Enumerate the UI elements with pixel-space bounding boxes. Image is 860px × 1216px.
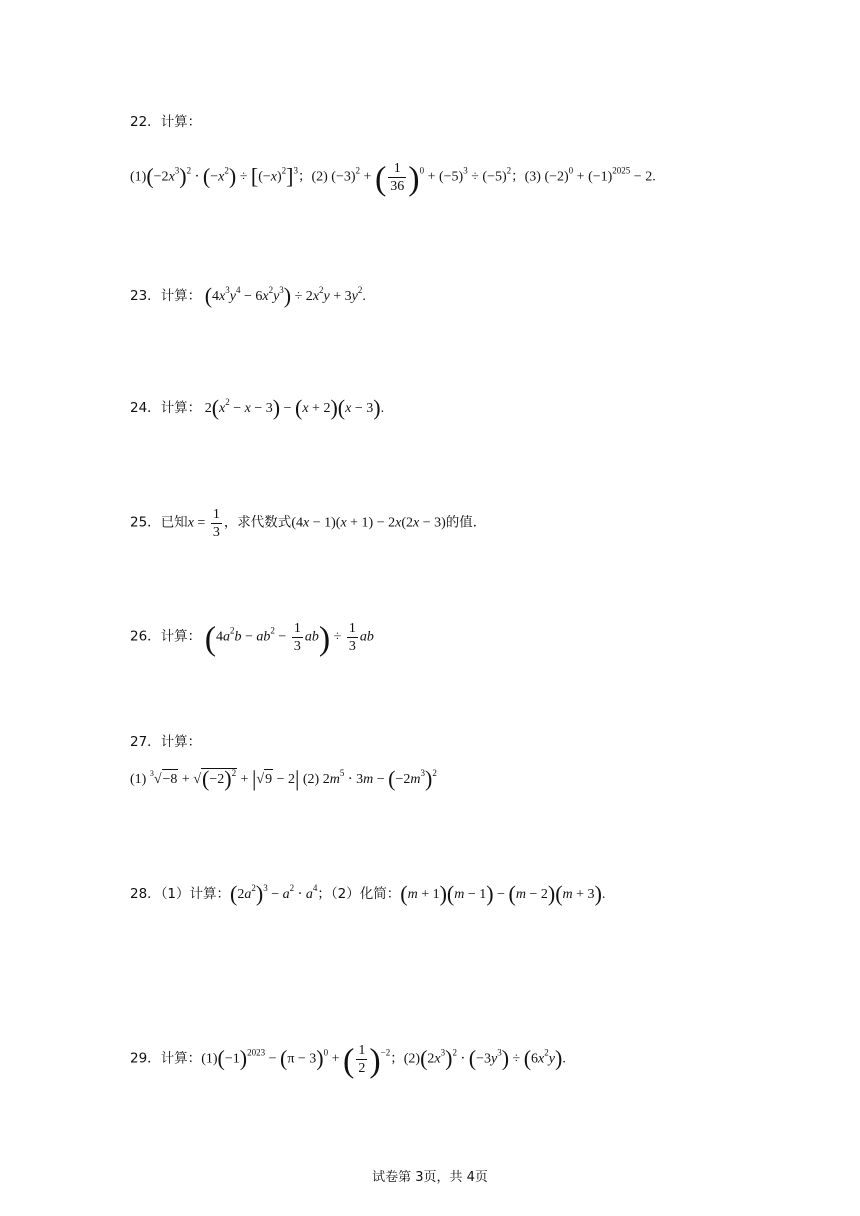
question-22-title (130, 112, 201, 133)
question-label: 计算： (160, 288, 202, 304)
question-label: 计算： (160, 400, 202, 416)
question-28: 28．（1）计算：$(2a^2)^3 - a^2 \cdot a^4$；（2）化简：(m + 1)(m − 1) − (m − 2)(m + 3). (130, 881, 606, 906)
question-number: 22． (130, 114, 161, 130)
page-footer: 试卷第 3页，共 4页 (372, 1170, 488, 1185)
question-26: 26．计算： ($4a^2b - ab^2$ − $\frac{1}{3}$ ab) ÷ $\frac{1}{3}$ ab (130, 620, 374, 658)
question-number: 24． (130, 400, 161, 416)
question-27-formula: (1) $^3√-8 + √(-2)^2 + |√9 - 2|$ (2) $2m^5 \cdot 3m - (-2m^3)^2$ (130, 766, 437, 791)
question-24: 24．计算： $2(x^2 - x - 3) - (x + 2)(x - 3)$. (130, 395, 385, 420)
question-number: 28． (130, 886, 161, 902)
question-25: 25．已知x = $\frac{1}{3}$ ，求代数式(4x − 1)(x + 1) − 2x(2x − 3)的值． (130, 507, 487, 540)
question-label: 已知 (160, 514, 188, 531)
question-number: 25． (130, 514, 161, 531)
question-label: 计算： (160, 1050, 202, 1067)
question-27-title (130, 732, 201, 753)
question-number: 27． (130, 734, 161, 750)
question-label: 计算： (160, 628, 202, 645)
question-label: （1）计算： (160, 886, 231, 902)
question-label: 计算： (160, 734, 202, 750)
question-29: 29．计算：$(1)(-1)^{2023} - (\pi - 3)^0$ + ( $\frac{1}{2}$ )$^{-2}$；$(2)(2x^3)^2 \cdot (-3y^3) \div (6x^2y)$. (130, 1042, 566, 1080)
question-label: 计算： (160, 114, 202, 130)
question-number: 26． (130, 628, 161, 645)
question-mid-text: ；（2）化简： (317, 886, 401, 902)
question-number: 23． (130, 288, 161, 304)
question-mid-text: ，求代数式 (223, 514, 292, 531)
question-tail-text: 的值． (445, 514, 487, 531)
question-23: 23．计算： $(4x^3y^4 - 6x^2y^3) \div 2x^2y + 3y^2$. (130, 283, 366, 308)
question-22-formula: $(1)(-2x^3)^2 \cdot (-x^2) \div [(-x)^2]^3$；(2) $(-3)^2$ + ( $\frac{1}{36}$ )$^0 + (-5)^3 \div (-5)^2$；(3) $(-2)^0 + (-1)^{2025} - 2$. (130, 160, 656, 198)
question-number: 29． (130, 1050, 161, 1067)
